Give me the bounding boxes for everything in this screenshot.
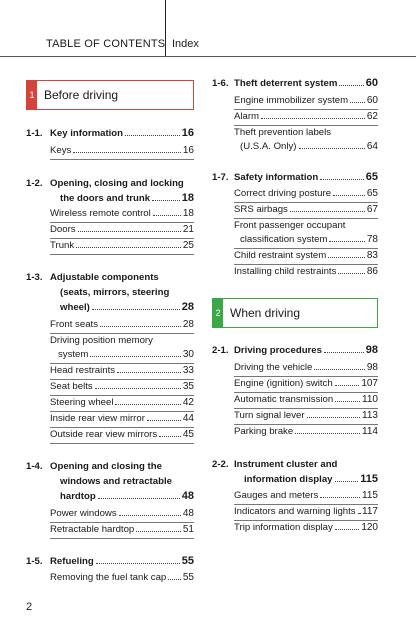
toc-item-driving-position[interactable]: Driving position memory system 30 <box>50 335 194 360</box>
toc-item-installing-child-restraints[interactable]: Installing child restraints 86 <box>234 266 378 277</box>
section-number: 1-1. <box>26 128 43 139</box>
leader <box>96 555 180 564</box>
section-number: 1-5. <box>26 556 43 567</box>
section-page: 55 <box>181 555 194 567</box>
header-title: TABLE OF CONTENTS <box>46 38 166 50</box>
toc-item-steering-wheel[interactable]: Steering wheel 42 <box>50 397 194 408</box>
section-title: wheel) <box>60 302 90 313</box>
header-rule <box>0 56 416 57</box>
section-page: 16 <box>181 127 194 139</box>
index-link[interactable]: Index <box>172 38 199 50</box>
toc-item-outside-mirrors[interactable]: Outside rear view mirrors 45 <box>50 429 194 440</box>
section-divider <box>50 159 194 160</box>
section-title: Safety information <box>234 172 319 183</box>
toc-item-automatic-transmission[interactable]: Automatic transmission 110 <box>234 394 378 405</box>
toc-item-alarm[interactable]: Alarm 62 <box>234 111 378 122</box>
toc-item-retractable-hardtop[interactable]: Retractable hardtop 51 <box>50 524 194 535</box>
section-number: 1-6. <box>212 78 229 89</box>
toc-item-wireless-remote[interactable]: Wireless remote control 18 <box>50 208 194 219</box>
toc-item-head-restraints[interactable]: Head restraints 33 <box>50 365 194 376</box>
section-title: the doors and trunk <box>60 193 151 204</box>
toc-item-occupant-classification[interactable]: Front passenger occupant classification system 78 <box>234 220 378 245</box>
section-title: Key information <box>50 128 124 139</box>
section-number: 2-1. <box>212 345 229 356</box>
section-number: 1-3. <box>26 272 43 283</box>
leader <box>339 77 363 86</box>
chapter-number: 1 <box>27 80 37 110</box>
section-page: 60 <box>365 77 378 89</box>
toc-item-theft-labels[interactable]: Theft prevention labels (U.S.A. Only) 64 <box>234 127 378 152</box>
section-title: Theft deterrent system <box>234 78 338 89</box>
toc-item-front-seats[interactable]: Front seats 28 <box>50 319 194 330</box>
toc-item-trunk[interactable]: Trunk 25 <box>50 240 194 251</box>
toc-item-doors[interactable]: Doors 21 <box>50 224 194 235</box>
section-page: 28 <box>181 301 194 313</box>
chapter-2-banner[interactable] <box>212 298 378 328</box>
toc-item-inside-mirror[interactable]: Inside rear view mirror 44 <box>50 413 194 424</box>
leader <box>320 171 364 180</box>
section-number: 1-7. <box>212 172 229 183</box>
toc-item-trip-information[interactable]: Trip information display 120 <box>234 522 378 533</box>
leader <box>92 301 180 310</box>
leader <box>324 344 364 353</box>
chapter-1-banner[interactable] <box>26 80 194 110</box>
section-page: 65 <box>365 171 378 183</box>
section-title: Refueling <box>50 556 94 567</box>
leader <box>98 490 180 499</box>
toc-item-ignition-switch[interactable]: Engine (ignition) switch 107 <box>234 378 378 389</box>
section-title: hardtop <box>60 491 96 502</box>
toc-item-posture[interactable]: Correct driving posture 65 <box>234 188 378 199</box>
section-title: information display <box>244 474 333 485</box>
toc-item-turn-signal[interactable]: Turn signal lever 113 <box>234 410 378 421</box>
toc-item-driving-vehicle[interactable]: Driving the vehicle 98 <box>234 362 378 373</box>
toc-item-fuel-cap[interactable]: Removing the fuel tank cap 55 <box>50 572 194 583</box>
toc-item-power-windows[interactable]: Power windows 48 <box>50 508 194 519</box>
leader <box>125 127 180 136</box>
section-page: 18 <box>181 192 194 204</box>
toc-item-immobilizer[interactable]: Engine immobilizer system 60 <box>234 95 378 106</box>
section-number: 1-2. <box>26 178 43 189</box>
toc-item-gauges-meters[interactable]: Gauges and meters 115 <box>234 490 378 501</box>
chapter-title: When driving <box>230 306 301 320</box>
toc-item-srs-airbags[interactable]: SRS airbags 67 <box>234 204 378 215</box>
page-number: 2 <box>26 601 33 613</box>
section-number: 2-2. <box>212 459 229 470</box>
toc-item-keys[interactable]: Keys 16 <box>50 145 194 156</box>
chapter-title: Before driving <box>44 88 119 102</box>
toc-item-parking-brake[interactable]: Parking brake 114 <box>234 426 378 437</box>
chapter-number: 2 <box>213 298 223 328</box>
section-number: 1-4. <box>26 461 43 472</box>
toc-item-child-restraint-system[interactable]: Child restraint system 83 <box>234 250 378 261</box>
toc-item-indicators-warning[interactable]: Indicators and warning lights 117 <box>234 506 378 517</box>
leader <box>152 192 180 201</box>
toc-item-seat-belts[interactable]: Seat belts 35 <box>50 381 194 392</box>
leader <box>335 473 359 482</box>
section-page: 98 <box>365 344 378 356</box>
section-title: Driving procedures <box>234 345 322 356</box>
header-divider <box>165 0 166 56</box>
section-page: 48 <box>181 490 194 502</box>
section-page: 115 <box>360 473 378 485</box>
